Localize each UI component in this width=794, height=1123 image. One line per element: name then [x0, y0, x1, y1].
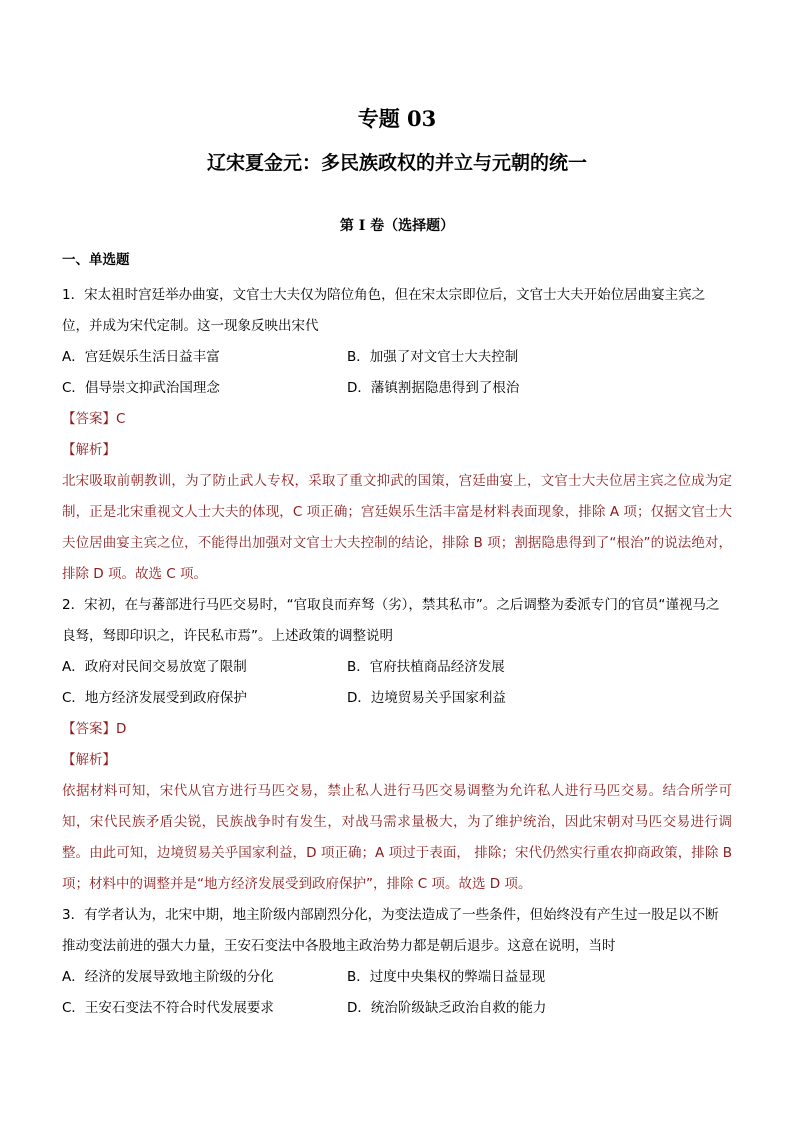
answer: 【答案】D [62, 721, 127, 737]
question-3 [62, 900, 732, 1024]
question-stem: 3．有学者认为，北宋中期，地主阶级内部剧烈分化，为变法造成了一些条件，但始终没有产生过一股足以不断推动变法前进的强大力量，王安石变法中各股地主政治势力都是朝后退步。这意在说明，当时 [62, 907, 719, 954]
options-grid [62, 962, 732, 1024]
question-1 [62, 280, 732, 590]
options-grid [62, 652, 732, 714]
explanation: 北宋吸取前朝教训，为了防止武人专权，采取了重文抑武的国策，宫廷曲宴上，文官士大夫位居主宾之位成为定制，正是北宋重视文人士大夫的体现，C 项正确；宫廷娱乐生活丰富是材料表面现象，排除 A 项；仅据文官士大夫位居曲宴主宾之位，不能得出加强对文官士大夫控制的结论，排除 B 项；割据隐患得到了“根治”的说法绝对，排除 D 项。故选 C 项。 [62, 473, 732, 582]
option-d: D．统治阶级缺乏政治自救的能力 [347, 1000, 547, 1016]
content-body [62, 250, 732, 1024]
section-heading: 一、单选题 [62, 252, 130, 268]
option-c: C．地方经济发展受到政府保护 [62, 690, 247, 706]
explanation: 依据材料可知，宋代从官方进行马匹交易，禁止私人进行马匹交易调整为允许私人进行马匹交易。结合所学可知，宋代民族矛盾尖锐，民族战争时有发生，对战马需求量极大，为了维护统治，因此宋朝对马匹交易进行调整。由此可知，边境贸易关乎国家利益，D 项正确；A 项过于表面， 排除；宋代仍然实行重农抑商政策，排除 B 项；材料中的调整并是“地方经济发展受到政府保护”，排除 C 项。故选 D 项。 [62, 783, 732, 892]
question-stem: 1．宋太祖时宫廷举办曲宴，文官士大夫仅为陪位角色，但在宋太宗即位后，文官士大夫开始位居曲宴主宾之位，并成为宋代定制。这一现象反映出宋代 [62, 287, 706, 334]
part-heading: 第 I 卷（选择题） [339, 218, 455, 234]
analysis-label: 【解析】 [62, 752, 116, 768]
analysis-label: 【解析】 [62, 442, 116, 458]
option-b: B．官府扶植商品经济发展 [347, 659, 505, 675]
option-d: D．边境贸易关乎国家利益 [347, 690, 506, 706]
option-a: A．宫廷娱乐生活日益丰富 [62, 349, 220, 365]
doc-subtitle: 辽宋夏金元：多民族政权的并立与元朝的统一 [206, 152, 587, 174]
question-2 [62, 590, 732, 900]
question-stem: 2．宋初，在与蕃部进行马匹交易时，“官取良而弃驽（劣），禁其私市”。之后调整为委派专门的官员“谨视马之良驽，驽即印识之，许民私市焉”。上述政策的调整说明 [62, 597, 720, 644]
option-a: A．政府对民间交易放宽了限制 [62, 659, 247, 675]
option-b: B．加强了对文官士大夫控制 [347, 349, 519, 365]
option-d: D．藩镇割据隐患得到了根治 [347, 380, 520, 396]
options-grid [62, 342, 732, 404]
option-c: C．王安石变法不符合时代发展要求 [62, 1000, 274, 1016]
answer: 【答案】C [62, 411, 126, 427]
option-b: B．过度中央集权的弊端日益显现 [347, 969, 546, 985]
option-c: C．倡导崇文抑武治国理念 [62, 380, 220, 396]
doc-title: 专题 03 [357, 106, 437, 131]
option-a: A．经济的发展导致地主阶级的分化 [62, 969, 274, 985]
